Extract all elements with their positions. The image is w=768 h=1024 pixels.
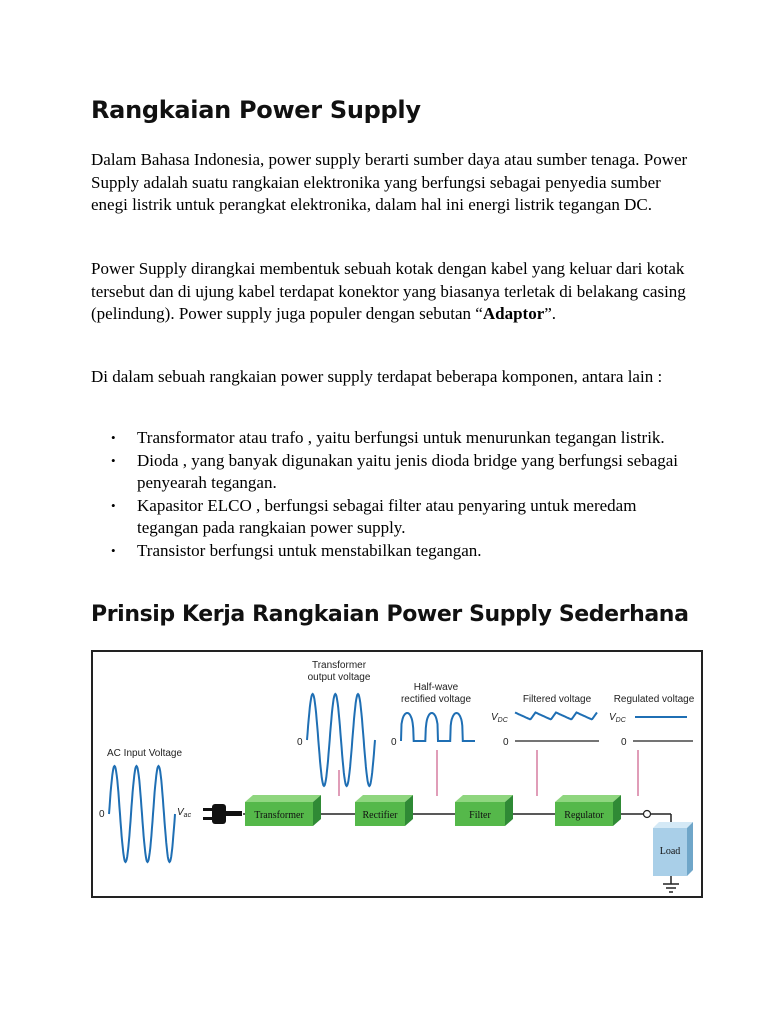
adaptor-term: Adaptor — [482, 304, 545, 323]
paragraph-definition: Dalam Bahasa Indonesia, power supply berarti sumber daya atau sumber tenaga. Power Supply adalah suatu rangkaian elektronika yang berfungsi sebagai penyedia sumber enegi listrik untuk perangkat elektronika, dalam hal ini energi listrik tegangan DC. — [91, 150, 688, 214]
halfwave-wave — [401, 713, 475, 741]
transformer-output-label-1: Transformer — [311, 660, 367, 671]
section-title: Prinsip Kerja Rangkaian Power Supply Sederhana — [91, 602, 689, 627]
vdc-sub-filter: DC — [497, 717, 508, 724]
filtered-voltage-label: Filtered voltage — [522, 694, 592, 705]
rectifier-block-label: Rectifier — [362, 810, 398, 821]
transformer-zero-label: 0 — [297, 737, 303, 748]
paragraph-components-intro: Di dalam sebuah rangkaian power supply terdapat beberapa komponen, antara lain : — [91, 367, 663, 386]
paragraph-adaptor-text: Power Supply dirangkai membentuk sebuah kotak dengan kabel yang keluar dari kotak tersebut dan di ujung kabel terdapat konektor yang biasanya terletak di belakang casing (pelindung). Power supply juga populer dengan sebutan “ — [91, 259, 686, 323]
vac-sub: ac — [183, 812, 192, 819]
filtered-wave — [515, 713, 597, 720]
vdc-sub-regulator: DC — [615, 717, 626, 724]
paragraph-adaptor — [91, 258, 691, 326]
ac-input-label: AC Input Voltage — [107, 748, 183, 759]
components-list — [91, 427, 691, 562]
filter-block-label: Filter — [469, 810, 491, 821]
regulator-block — [555, 795, 621, 826]
paragraph-adaptor-end: ”. — [544, 304, 557, 323]
list-item: • Transformator atau trafo , yaitu berfungsi untuk menurunkan tegangan listrik. — [91, 427, 691, 450]
transformer-output-wave — [307, 694, 375, 786]
vac-letter: V — [177, 807, 184, 818]
list-item: • Transistor berfungsi untuk menstabilkan tegangan. — [91, 540, 691, 563]
vdc-label-regulator — [609, 712, 627, 724]
vac-label — [177, 807, 192, 819]
output-node — [644, 811, 651, 818]
ground-icon — [663, 876, 679, 892]
plug-icon — [203, 804, 242, 824]
transformer-block-label: Transformer — [254, 810, 304, 821]
regulated-voltage-label: Regulated voltage — [613, 694, 695, 705]
load-block-label: Load — [659, 846, 681, 857]
rectifier-block — [355, 795, 413, 826]
transformer-block — [245, 795, 321, 826]
vdc-letter-filter: V — [491, 712, 498, 723]
transformer-output-label-2: output voltage — [307, 672, 371, 683]
filter-block — [455, 795, 513, 826]
halfwave-label-1: Half-wave — [413, 682, 459, 693]
regulator-block-label: Regulator — [564, 810, 604, 821]
list-item: • Kapasitor ELCO , berfungsi sebagai filter atau penyaring untuk meredam tegangan pada rangkaian power supply. — [91, 495, 691, 540]
load-block — [653, 822, 693, 876]
page-title: Rangkaian Power Supply — [91, 96, 421, 124]
regulator-zero-label: 0 — [621, 737, 627, 748]
list-item: • Dioda , yang banyak digunakan yaitu jenis dioda bridge yang berfungsi sebagai penyearah tegangan. — [91, 450, 691, 495]
halfwave-zero-label: 0 — [391, 737, 397, 748]
ac-zero-label: 0 — [99, 809, 105, 820]
diagram-svg — [93, 652, 701, 896]
halfwave-label-2: rectified voltage — [400, 694, 472, 705]
vdc-label-filter — [491, 712, 509, 724]
filter-zero-label: 0 — [503, 737, 509, 748]
power-supply-block-diagram — [91, 650, 703, 898]
vdc-letter-regulator: V — [609, 712, 616, 723]
ac-input-wave — [109, 766, 175, 862]
